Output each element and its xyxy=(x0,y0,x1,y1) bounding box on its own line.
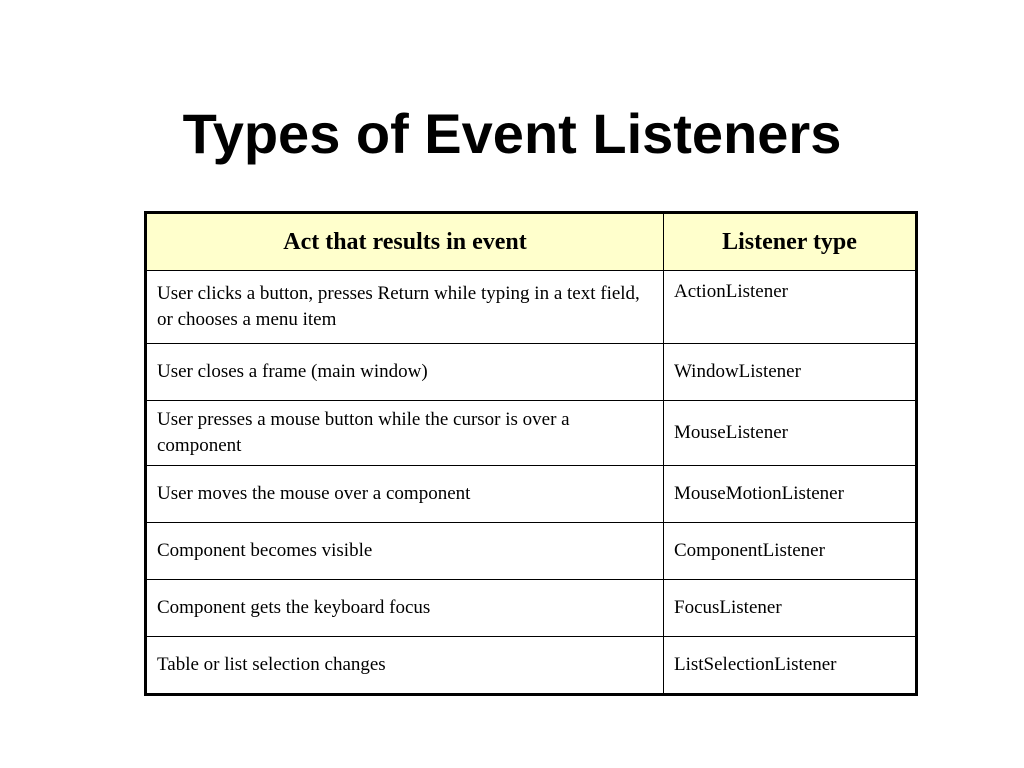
act-cell: User moves the mouse over a component xyxy=(146,466,664,523)
table-row xyxy=(146,466,917,523)
table-row xyxy=(146,344,917,401)
listener-cell: ListSelectionListener xyxy=(664,637,917,695)
listener-cell: ComponentListener xyxy=(664,523,917,580)
act-cell: Component becomes visible xyxy=(146,523,664,580)
table-header-row xyxy=(146,213,917,271)
listener-cell: ActionListener xyxy=(664,271,917,344)
table-row xyxy=(146,401,917,466)
table-row xyxy=(146,637,917,695)
act-cell: User closes a frame (main window) xyxy=(146,344,664,401)
table-row xyxy=(146,523,917,580)
listener-cell: MouseListener xyxy=(664,401,917,466)
listener-cell: FocusListener xyxy=(664,580,917,637)
event-listener-table xyxy=(144,211,918,696)
listener-cell: MouseMotionListener xyxy=(664,466,917,523)
act-cell: User clicks a button, presses Return while typing in a text field, or chooses a menu item xyxy=(146,271,664,344)
event-listener-table-container xyxy=(144,211,918,696)
slide-title: Types of Event Listeners xyxy=(182,102,842,165)
act-cell: User presses a mouse button while the cursor is over a component xyxy=(146,401,664,466)
act-cell: Component gets the keyboard focus xyxy=(146,580,664,637)
table-row xyxy=(146,271,917,344)
header-act: Act that results in event xyxy=(146,213,664,271)
header-listener-type: Listener type xyxy=(664,213,917,271)
act-cell: Table or list selection changes xyxy=(146,637,664,695)
table-row xyxy=(146,580,917,637)
listener-cell: WindowListener xyxy=(664,344,917,401)
